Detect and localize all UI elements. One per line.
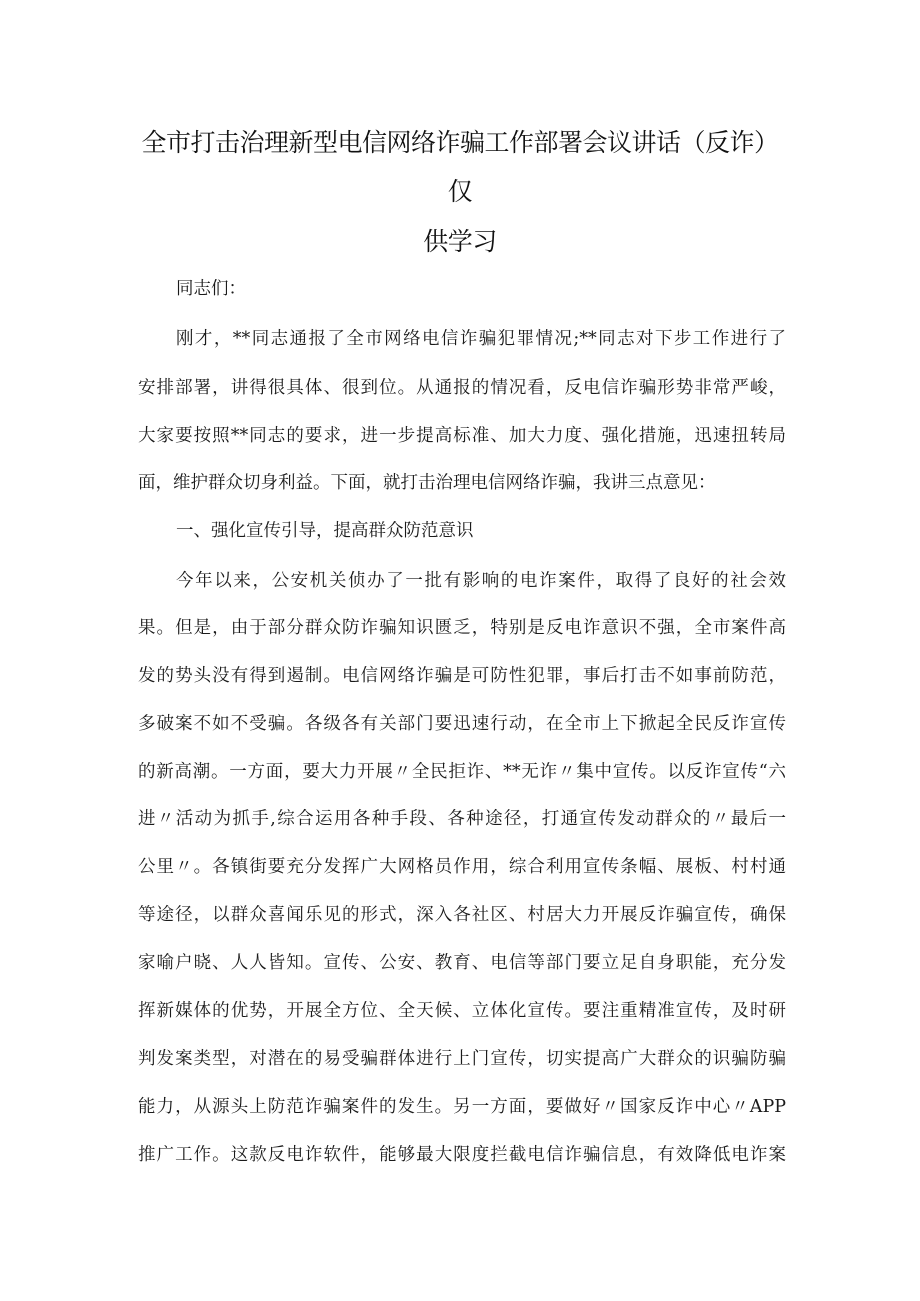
body-line: 刚才，**同志通报了全市网络电信诈骗犯罪情况;**同志对下步工作进行了 — [176, 329, 786, 349]
body-line: 果。但是，由于部分群众防诈骗知识匮乏，特别是反电诈意识不强，全市案件高 — [138, 618, 786, 638]
body-line: 公里〃。各镇街要充分发挥广大网格员作用，综合利用宣传条幅、展板、村村通 — [138, 857, 786, 877]
body-line: 多破案不如不受骗。各级各有关部门要迅速行动，在全市上下掀起全民反诈宣传 — [138, 714, 786, 734]
body-line: 等途径，以群众喜闻乐见的形式，深入各社区、村居大力开展反诈骗宣传，确保 — [138, 905, 786, 925]
body-line: 能力，从源头上防范诈骗案件的发生。另一方面，要做好〃国家反诈中心〃APP — [138, 1097, 786, 1117]
body-line: 的新高潮。一方面，要大力开展〃全民拒诈、**无诈〃集中宣传。以反诈宣传“六 — [138, 762, 786, 782]
body-line: 家喻户晓、人人皆知。宣传、公安、教育、电信等部门要立足自身职能，充分发 — [138, 953, 786, 973]
salutation: 同志们： — [176, 279, 246, 299]
body-line: 今年以来，公安机关侦办了一批有影响的电诈案件，取得了良好的社会效 — [176, 571, 786, 591]
section-heading: 一、强化宣传引导，提高群众防范意识 — [176, 521, 474, 541]
body-line: 挥新媒体的优势，开展全方位、全天候、立体化宣传。要注重精准宣传，及时研 — [138, 1001, 786, 1021]
body-line: 安排部署，讲得很具体、很到位。从通报的情况看，反电信诈骗形势非常严峻， — [138, 378, 786, 398]
body-line: 判发案类型，对潜在的易受骗群体进行上门宣传，切实提高广大群众的识骗防骗 — [138, 1049, 786, 1069]
document-title-line-3: 供学习 — [423, 227, 497, 256]
body-line: 进〃活动为抓手,综合运用各种手段、各种途径，打通宣传发动群众的〃最后一 — [138, 809, 786, 829]
body-line: 发的势头没有得到遏制。电信网络诈骗是可防性犯罪，事后打击不如事前防范， — [138, 666, 786, 686]
body-line: 推广工作。这款反电诈软件，能够最大限度拦截电信诈骗信息，有效降低电诈案 — [138, 1145, 786, 1165]
document-title-line-2: 仅 — [447, 177, 473, 206]
document-title-line-1: 全市打击治理新型电信网络诈骗工作部署会议讲话（反诈） — [141, 128, 779, 157]
body-line: 面，维护群众切身利益。下面，就打击治理电信网络诈骗，我讲三点意见： — [138, 473, 716, 493]
body-line: 大家要按照**同志的要求，进一步提高标准、加大力度、强化措施，迅速扭转局 — [138, 426, 786, 446]
